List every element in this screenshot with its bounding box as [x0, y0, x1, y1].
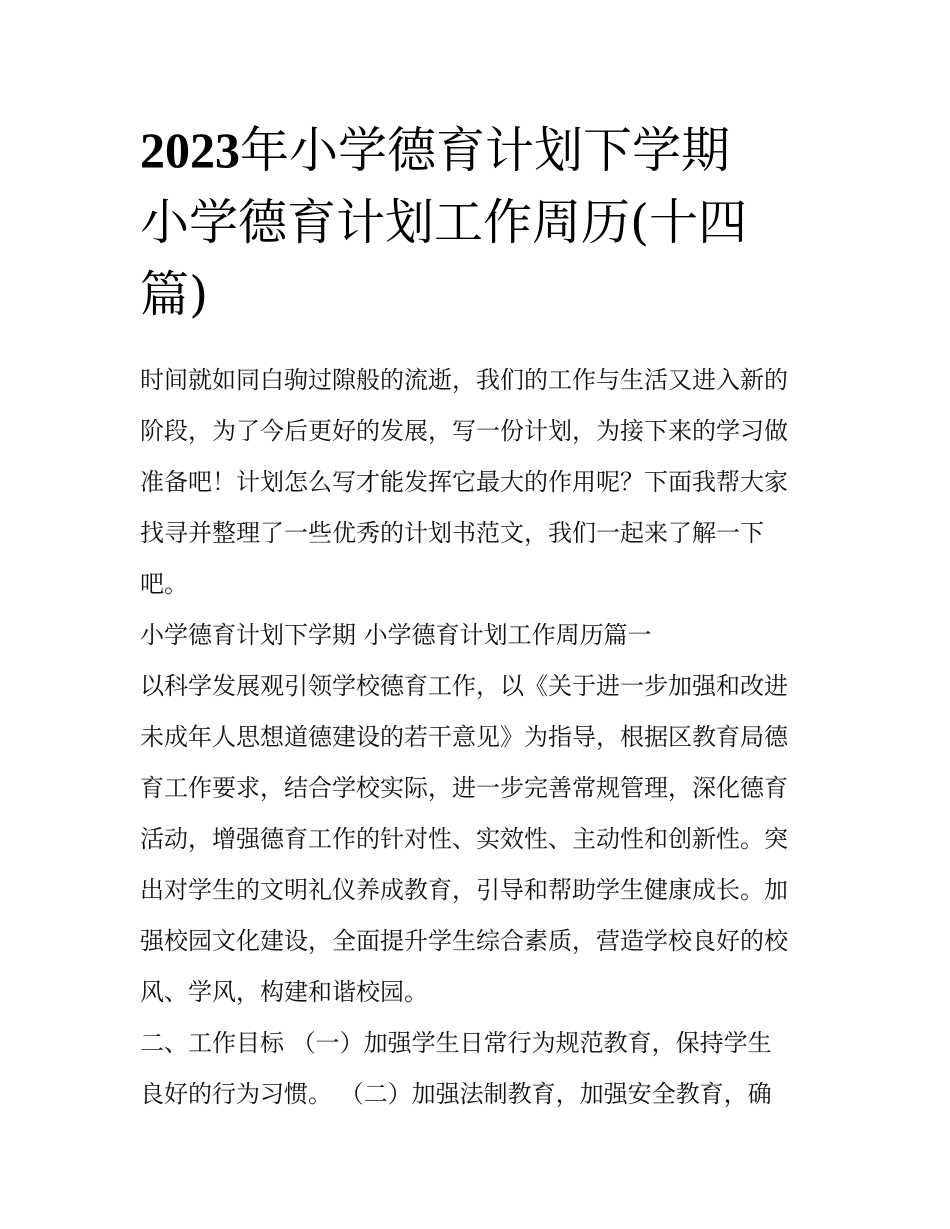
title-line-1 [140, 114, 820, 187]
body-line: 时间就如同白驹过隙般的流逝，我们的工作与生活又进入新的 [140, 366, 788, 394]
body-line: 找寻并整理了一些优秀的计划书范文，我们一起来了解一下 [140, 519, 764, 547]
title-line-2: 小学德育计划工作周历(十四 [140, 194, 748, 251]
body-line: 强校园文化建设，全面提升学生综合素质，营造学校良好的校 [140, 927, 788, 955]
document-body [140, 355, 840, 1120]
title-year: 2023 [140, 122, 240, 178]
body-line: 吧。 [140, 570, 188, 598]
body-line: 未成年人思想道德建设的若干意见》为指导，根据区教育局德 [140, 723, 788, 751]
section-heading: 小学德育计划下学期 小学德育计划工作周历篇一 [140, 621, 652, 649]
body-line: 出对学生的文明礼仪养成教育，引导和帮助学生健康成长。加 [140, 876, 788, 904]
body-line: 以科学发展观引领学校德育工作，以《关于进一步加强和改进 [140, 672, 788, 700]
title-line-3: 篇) [140, 266, 209, 323]
title-line-1-text: 年小学德育计划下学期 [240, 122, 731, 179]
body-line: 准备吧！计划怎么写才能发挥它最大的作用呢？下面我帮大家 [140, 468, 788, 496]
body-line: 阶段，为了今后更好的发展，写一份计划，为接下来的学习做 [140, 417, 788, 445]
body-line: 风、学风，构建和谐校园。 [140, 978, 428, 1006]
body-line: 育工作要求，结合学校实际，进一步完善常规管理，深化德育 [140, 774, 788, 802]
document-title [140, 114, 820, 331]
body-line: 二、工作目标 （一）加强学生日常行为规范教育，保持学生 [140, 1029, 772, 1057]
body-line: 活动，增强德育工作的针对性、实效性、主动性和创新性。突 [140, 825, 788, 853]
body-line: 良好的行为习惯。 （二）加强法制教育，加强安全教育，确 [140, 1080, 772, 1108]
